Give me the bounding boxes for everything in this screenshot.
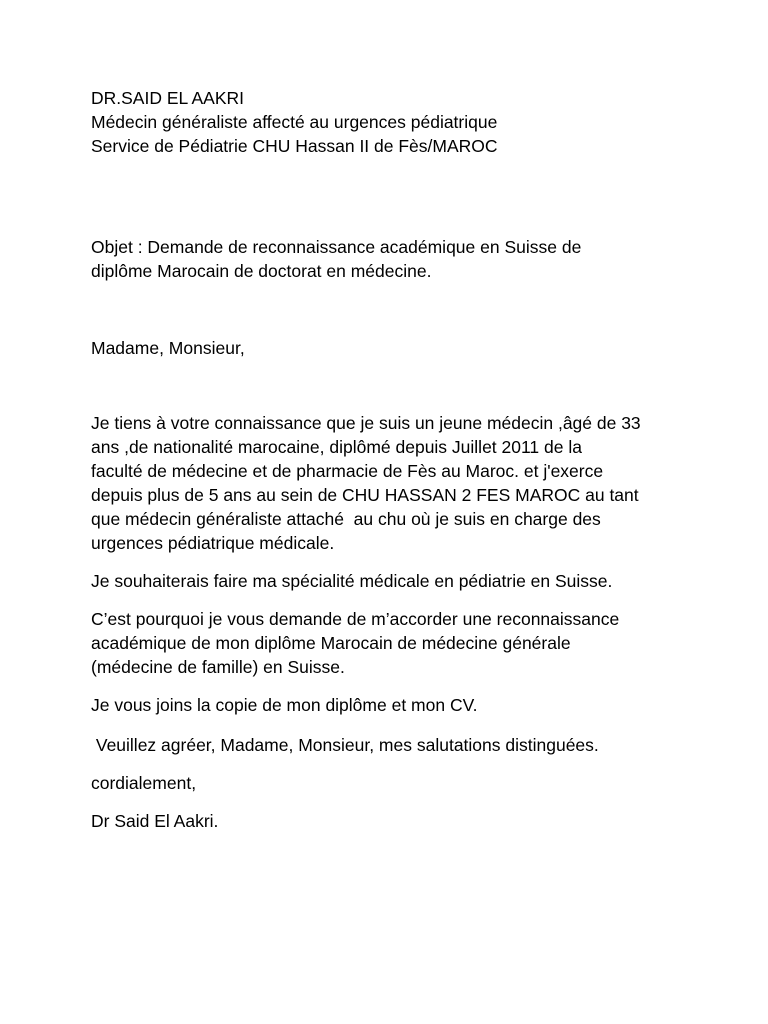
paragraph3-line: (médecine de famille) en Suisse. — [91, 657, 345, 677]
salutation: Madame, Monsieur, — [91, 338, 245, 358]
paragraph1-line: Je tiens à votre connaissance que je suis un jeune médecin ,âgé de 33 — [91, 413, 641, 433]
paragraph1-line: ans ,de nationalité marocaine, diplômé depuis Juillet 2011 de la — [91, 437, 582, 457]
cordialement: cordialement, — [91, 773, 197, 793]
subject-line-1: Objet : Demande de reconnaissance académique en Suisse de — [91, 237, 582, 257]
paragraph1-line: faculté de médecine et de pharmacie de Fès au Maroc. et j'exerce — [91, 461, 604, 481]
paragraph3-line: académique de mon diplôme Marocain de médecine générale — [91, 633, 571, 653]
paragraph2: Je souhaiterais faire ma spécialité médicale en pédiatrie en Suisse. — [91, 571, 613, 591]
paragraph1-line: urgences pédiatrique médicale. — [91, 533, 335, 553]
closing-formula: Veuillez agréer, Madame, Monsieur, mes salutations distinguées. — [91, 735, 599, 755]
sender-service: Service de Pédiatrie CHU Hassan II de Fès/MAROC — [91, 136, 498, 156]
sender-name: DR.SAID EL AAKRI — [91, 88, 245, 108]
subject-line-2: diplôme Marocain de doctorat en médecine. — [91, 261, 432, 281]
paragraph1-line: depuis plus de 5 ans au sein de CHU HASSAN 2 FES MAROC au tant — [91, 485, 639, 505]
signature: Dr Said El Aakri. — [91, 811, 219, 831]
paragraph3-line: C’est pourquoi je vous demande de m’accorder une reconnaissance — [91, 609, 620, 629]
paragraph1-line: que médecin généraliste attaché au chu où je suis en charge des — [91, 509, 601, 529]
paragraph4: Je vous joins la copie de mon diplôme et mon CV. — [91, 695, 478, 715]
sender-role: Médecin généraliste affecté au urgences pédiatrique — [91, 112, 498, 132]
